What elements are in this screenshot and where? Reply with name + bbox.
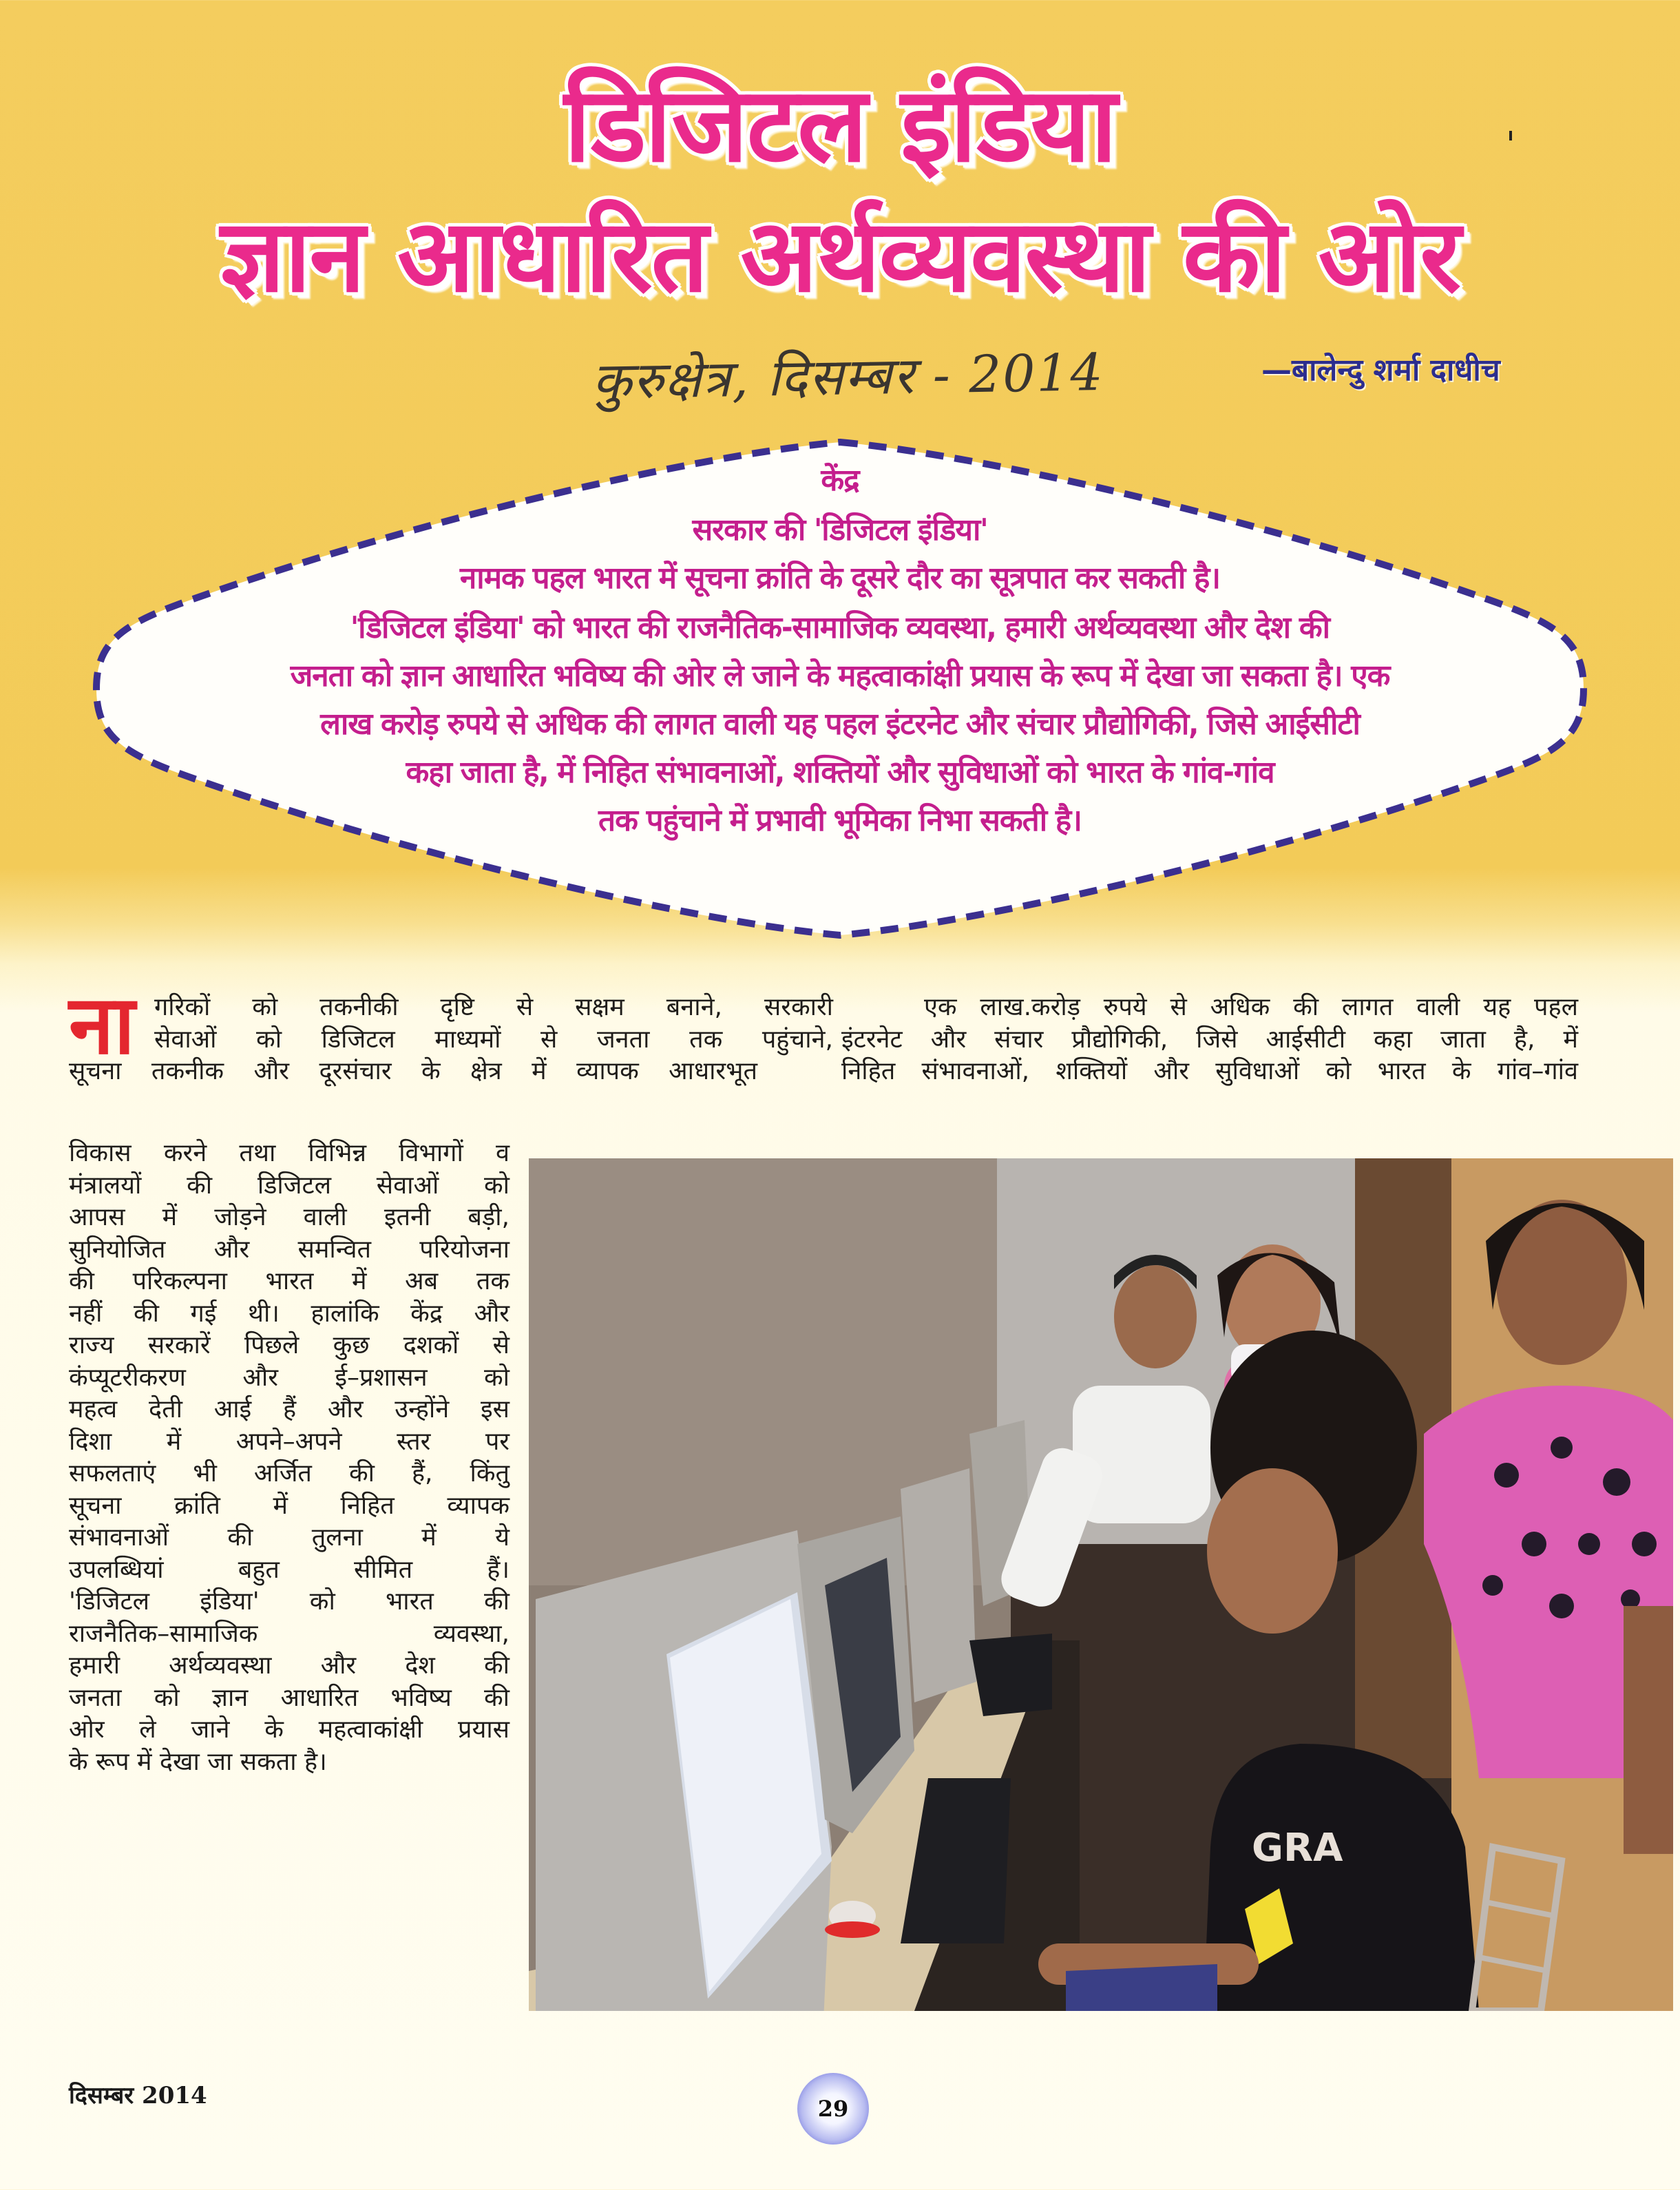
article-line: राज्य सरकारें पिछले कुछ दशकों से xyxy=(69,1331,510,1359)
callout-line: तक पहुंचाने में प्रभावी भूमिका निभा सकती है। xyxy=(598,803,1082,838)
callout-line: केंद्र xyxy=(821,463,859,498)
article-line: राजनैतिक–सामाजिक व्यवस्था, xyxy=(69,1619,510,1648)
callout-line: कहा जाता है, में निहित संभावनाओं, शक्तियों और सुविधाओं को भारत के गांव-गांव xyxy=(406,755,1274,790)
article-line: दिशा में अपने–अपने स्तर पर xyxy=(69,1427,510,1456)
headline-line-2: ज्ञान आधारित अर्थव्यवस्था की ओर xyxy=(220,198,1460,315)
article-line: एक लाख.करोड़ रुपये से अधिक की लागत वाली यह पहल xyxy=(924,993,1578,1021)
photo-illustration xyxy=(529,1158,1673,2011)
article-line: सेवाओं को डिजिटल माध्यमों से जनता तक पहुंचाने, xyxy=(154,1025,833,1054)
article-line: ओर ले जाने के महत्वाकांक्षी प्रयास xyxy=(69,1716,510,1744)
article-line: 'डिजिटल इंडिया' को भारत की xyxy=(69,1587,510,1616)
article-photo-computer-lab xyxy=(529,1158,1673,2011)
article-left-column xyxy=(69,1138,510,1778)
page-number: 29 xyxy=(817,2096,849,2122)
tshirt-text: GRA xyxy=(1252,1826,1343,1870)
headline-line-1: डिजिटल इंडिया xyxy=(564,65,1116,185)
article-line: गरिकों को तकनीकी दृष्टि से सक्षम बनाने, सरकारी xyxy=(154,993,833,1021)
article-line: सूचना क्रांति में निहित व्यापक xyxy=(69,1491,510,1520)
handwritten-source-note: कुरुक्षेत्र, दिसम्बर - 2014 xyxy=(591,342,1105,411)
callout-pull-quote xyxy=(83,434,1597,943)
article-line: मंत्रालयों की डिजिटल सेवाओं को xyxy=(69,1171,510,1200)
article-line: निहित संभावनाओं, शक्तियों और सुविधाओं को भारत के गांव–गांव xyxy=(841,1057,1578,1085)
article-right-column xyxy=(841,992,1578,1088)
article-line: कंप्यूटरीकरण और ई–प्रशासन को xyxy=(69,1363,510,1392)
callout-line: 'डिजिटल इंडिया' को भारत की राजनैतिक-सामाजिक व्यवस्था, हमारी अर्थव्यवस्था और देश की xyxy=(350,610,1330,645)
article-line: संभावनाओं की तुलना में ये xyxy=(69,1523,510,1552)
article-line: उपलब्धियां बहुत सीमित हैं। xyxy=(69,1555,510,1584)
print-speck xyxy=(1509,131,1512,140)
article-line: हमारी अर्थव्यवस्था और देश की xyxy=(69,1651,510,1680)
callout-line: नामक पहल भारत में सूचना क्रांति के दूसरे दौर का सूत्रपात कर सकती है। xyxy=(459,561,1221,596)
drop-cap: ना xyxy=(69,977,136,1072)
issue-date: दिसम्बर 2014 xyxy=(69,2082,207,2109)
article-line: सफलताएं भी अर्जित की हैं, किंतु xyxy=(69,1459,510,1488)
author-byline: —बालेन्दु शर्मा दाधीच xyxy=(1261,353,1500,388)
page-number-badge xyxy=(797,2073,869,2145)
article-line: नहीं की गई थी। हालांकि केंद्र और xyxy=(69,1299,510,1328)
article-intro-lines xyxy=(69,977,840,1088)
article-line: सुनियोजित और समन्वित परियोजना xyxy=(69,1235,510,1264)
article-line: सूचना तकनीक और दूरसंचार के क्षेत्र में व्यापक आधारभूत xyxy=(69,1057,757,1085)
article-line: आपस में जोड़ने वाली इतनी बड़ी, xyxy=(69,1203,510,1231)
callout-line: जनता को ज्ञान आधारित भविष्य की ओर ले जाने के महत्वाकांक्षी प्रयास के रूप में देखा जा सकता है। एक xyxy=(290,658,1390,694)
callout-line: लाख करोड़ रुपये से अधिक की लागत वाली यह पहल इंटरनेट और संचार प्रौद्योगिकी, जिसे आईसीटी xyxy=(320,707,1360,742)
article-line: जनता को ज्ञान आधारित भविष्य की xyxy=(69,1683,510,1712)
article-line: विकास करने तथा विभिन्न विभागों व xyxy=(69,1139,510,1167)
article-line: महत्व देती आई हैं और उन्होंने इस xyxy=(69,1395,510,1424)
article-line: इंटरनेट और संचार प्रौद्योगिकी, जिसे आईसीटी कहा जाता है, में xyxy=(841,1025,1578,1054)
article-line: की परिकल्पना भारत में अब तक xyxy=(69,1267,510,1295)
article-line: के रूप में देखा जा सकता है। xyxy=(69,1747,327,1776)
callout-line: सरकार की 'डिजिटल इंडिया' xyxy=(692,512,988,548)
